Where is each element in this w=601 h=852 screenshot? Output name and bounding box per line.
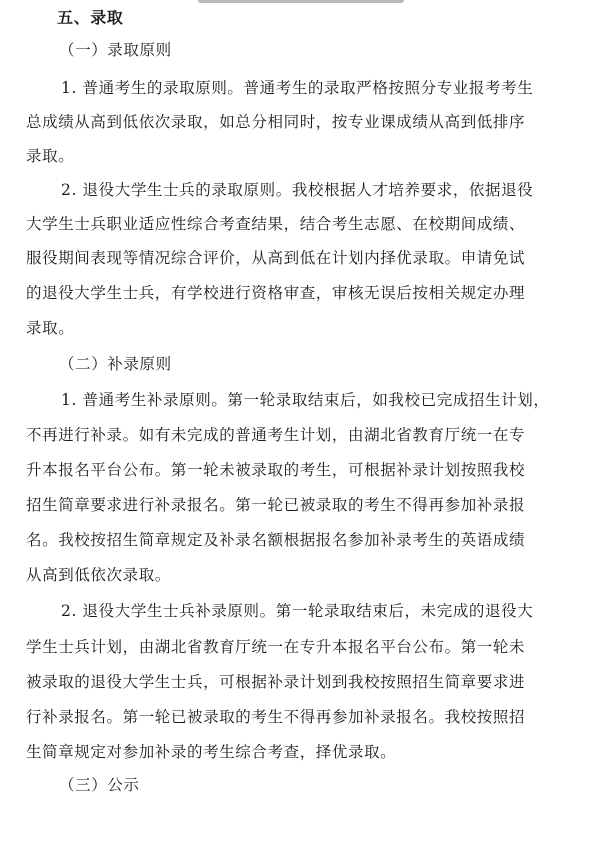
paragraph-line: 大学生士兵职业适应性综合考查结果，结合考生志愿、在校期间成绩、 [26,215,526,233]
section-title: 五、录取 [57,8,124,27]
paragraph-line: 总成绩从高到低依次录取，如总分相同时，按专业课成绩从高到低排序 [26,113,526,131]
paragraph-line: 生简章规定对参加补录的考生综合考查，择优录取。 [26,743,397,761]
subheading-publicity: （三）公示 [59,776,140,794]
subheading-admission-principles: （一）录取原则 [59,41,172,59]
paragraph-line: 2. 退役大学生士兵补录原则。第一轮录取结束后，未完成的退役大 [61,602,534,620]
paragraph-line: 录取。 [26,319,75,337]
paragraph-line: 1. 普通考生补录原则。第一轮录取结束后，如我校已完成招生计划， [61,391,550,409]
paragraph-line: 招生简章要求进行补录报名。第一轮已被录取的考生不得再参加补录报 [26,496,526,514]
paragraph-line: 名。我校按招生简章规定及补录名额根据报名参加补录考生的英语成绩 [26,531,526,549]
paragraph-line: 升本报名平台公布。第一轮未被录取的考生，可根据补录计划按照我校 [26,461,526,479]
paragraph-line: 从高到低依次录取。 [26,566,171,584]
paragraph-line: 学生士兵计划，由湖北省教育厅统一在专升本报名平台公布。第一轮未 [26,638,526,656]
paragraph-line: 1. 普通考生的录取原则。普通考生的录取严格按照分专业报考考生 [61,79,534,97]
paragraph-line: 录取。 [26,147,75,165]
paragraph-line: 服役期间表现等情况综合评价，从高到低在计划内择优录取。申请免试 [26,249,526,267]
paragraph-line: 2. 退役大学生士兵的录取原则。我校根据人才培养要求，依据退役 [61,181,534,199]
paragraph-line: 的退役大学生士兵，有学校进行资格审查，审核无误后按相关规定办理 [26,284,526,302]
subheading-supplementary-principles: （二）补录原则 [59,355,172,373]
paragraph-line: 不再进行补录。如有未完成的普通考生计划，由湖北省教育厅统一在专 [26,426,526,444]
paragraph-line: 被录取的退役大学生士兵，可根据补录计划到我校按照招生简章要求进 [26,673,526,691]
paragraph-line: 行补录报名。第一轮已被录取的考生不得再参加补录报名。我校按照招 [26,708,526,726]
